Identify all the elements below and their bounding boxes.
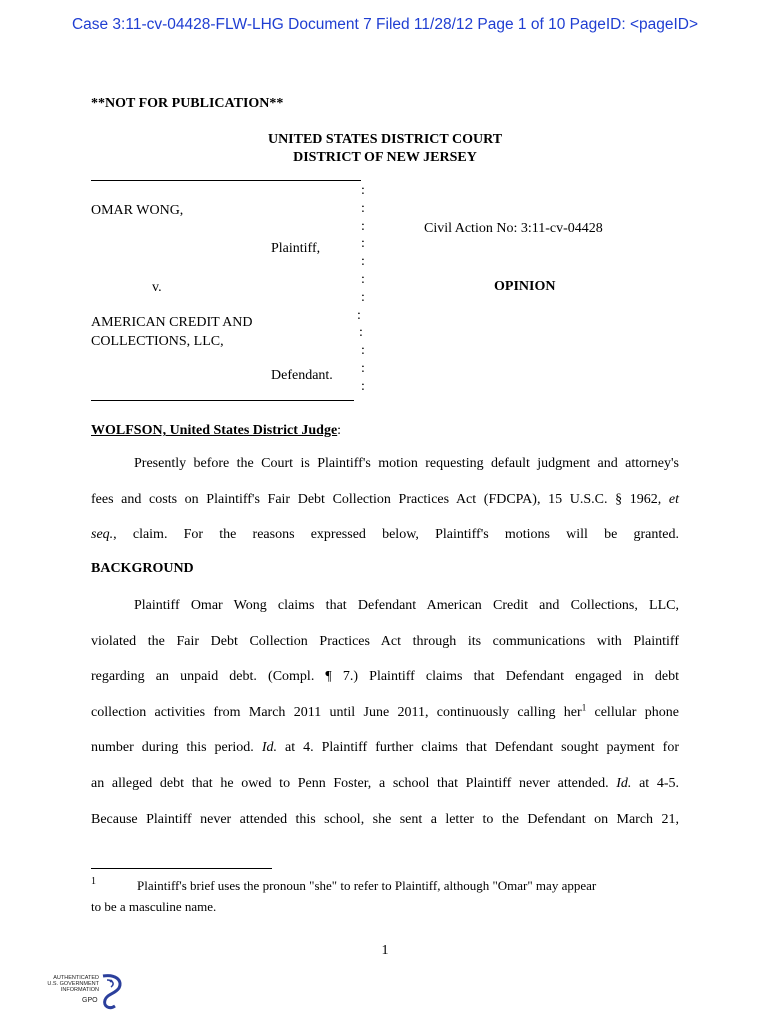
- colon: :: [361, 218, 365, 234]
- caption-colon-column: [357, 182, 365, 396]
- background-line-6: [91, 776, 679, 792]
- colon: :: [361, 271, 365, 287]
- background-line-5: [91, 740, 679, 756]
- intro-line-2: [91, 492, 679, 508]
- colon: :: [361, 236, 365, 252]
- judge-suffix: :: [337, 423, 342, 438]
- judge-name: WOLFSON, United States District Judge: [91, 423, 338, 438]
- footnote-number: 1: [91, 876, 96, 887]
- colon: :: [361, 289, 365, 305]
- background-line-4: [91, 702, 679, 721]
- gpo-authentication-text: [45, 975, 99, 993]
- colon: :: [357, 307, 361, 323]
- defendant-name-line2: COLLECTIONS, LLC,: [91, 334, 224, 349]
- background-line-7: Because Plaintiff never attended this school, she sent a letter to the Defendant on March 21,: [91, 812, 679, 827]
- intro-line-2-italic: et: [668, 492, 679, 507]
- plaintiff-name: OMAR WONG,: [91, 203, 184, 218]
- court-district: DISTRICT OF NEW JERSEY: [293, 150, 477, 165]
- intro-line-3-text: , claim. For the reasons expressed below, Plaintiff's motions will be granted.: [113, 527, 679, 542]
- background-line-5-text: number during this period.: [91, 740, 262, 755]
- versus-label: v.: [152, 280, 162, 295]
- intro-line-2-text: fees and costs on Plaintiff's Fair Debt Collection Practices Act (FDCPA), 15 U.S.C. § 1962,: [91, 492, 662, 507]
- defendant-name-line1: AMERICAN CREDIT AND: [91, 315, 253, 330]
- background-line-1: Plaintiff Omar Wong claims that Defendant American Credit and Collections, LLC,: [134, 598, 679, 613]
- page-number: 1: [381, 943, 389, 958]
- gpo-line-1: AUTHENTICATED: [53, 975, 99, 981]
- court-name: UNITED STATES DISTRICT COURT: [267, 132, 503, 147]
- publication-notice: **NOT FOR PUBLICATION**: [91, 96, 284, 111]
- intro-line-3-italic: seq.: [91, 527, 114, 542]
- background-line-4-text: collection activities from March 2011 until June 2011, continuously calling her: [91, 705, 582, 720]
- footnote-ref[interactable]: 1: [581, 702, 587, 713]
- colon: :: [359, 325, 363, 341]
- citation-id: Id.: [261, 740, 277, 755]
- colon: :: [361, 378, 365, 394]
- judge-line: [91, 423, 341, 439]
- background-line-4-tail: cellular phone: [586, 705, 679, 720]
- background-line-3: regarding an unpaid debt. (Compl. ¶ 7.) Plaintiff claims that Defendant engaged in debt: [91, 669, 679, 684]
- colon: :: [361, 254, 365, 270]
- footnote-separator: [91, 868, 272, 869]
- case-header-stamp: Case 3:11-cv-04428-FLW-LHG Document 7 Filed 11/28/12 Page 1 of 10 PageID: <pageID>: [71, 16, 699, 33]
- citation-id: Id.: [616, 776, 632, 791]
- colon: :: [361, 343, 365, 359]
- defendant-role: Defendant.: [271, 368, 333, 383]
- footnote-line-1: Plaintiff's brief uses the pronoun "she" to refer to Plaintiff, although "Omar" may appear: [137, 878, 597, 893]
- document-type-title: OPINION: [494, 279, 556, 294]
- background-line-6-tail: at 4-5.: [631, 776, 680, 791]
- background-line-5-tail: at 4. Plaintiff further claims that Defendant sought payment for: [276, 740, 679, 755]
- gpo-abbreviation: GPO: [82, 997, 98, 1004]
- footnote-line-2: to be a masculine name.: [91, 899, 217, 914]
- civil-action-number: Civil Action No: 3:11-cv-04428: [424, 221, 603, 236]
- section-heading-background: BACKGROUND: [91, 561, 194, 576]
- intro-line-3: [91, 527, 679, 543]
- caption-top-rule: [91, 180, 361, 181]
- background-line-2: violated the Fair Debt Collection Practices Act through its communications with Plaintiff: [91, 634, 679, 649]
- gpo-line-2: U.S. GOVERNMENT: [47, 981, 99, 987]
- colon: :: [361, 200, 365, 216]
- intro-line-1: Presently before the Court is Plaintiff's motion requesting default judgment and attorney's: [134, 456, 679, 471]
- colon: :: [361, 360, 365, 376]
- gpo-line-3: INFORMATION: [60, 987, 99, 993]
- court-heading: [0, 131, 770, 167]
- colon: :: [361, 183, 365, 198]
- background-line-6-text: an alleged debt that he owed to Penn Foster, a school that Plaintiff never attended.: [91, 776, 617, 791]
- plaintiff-role: Plaintiff,: [271, 241, 321, 256]
- caption-bottom-rule: [91, 400, 354, 401]
